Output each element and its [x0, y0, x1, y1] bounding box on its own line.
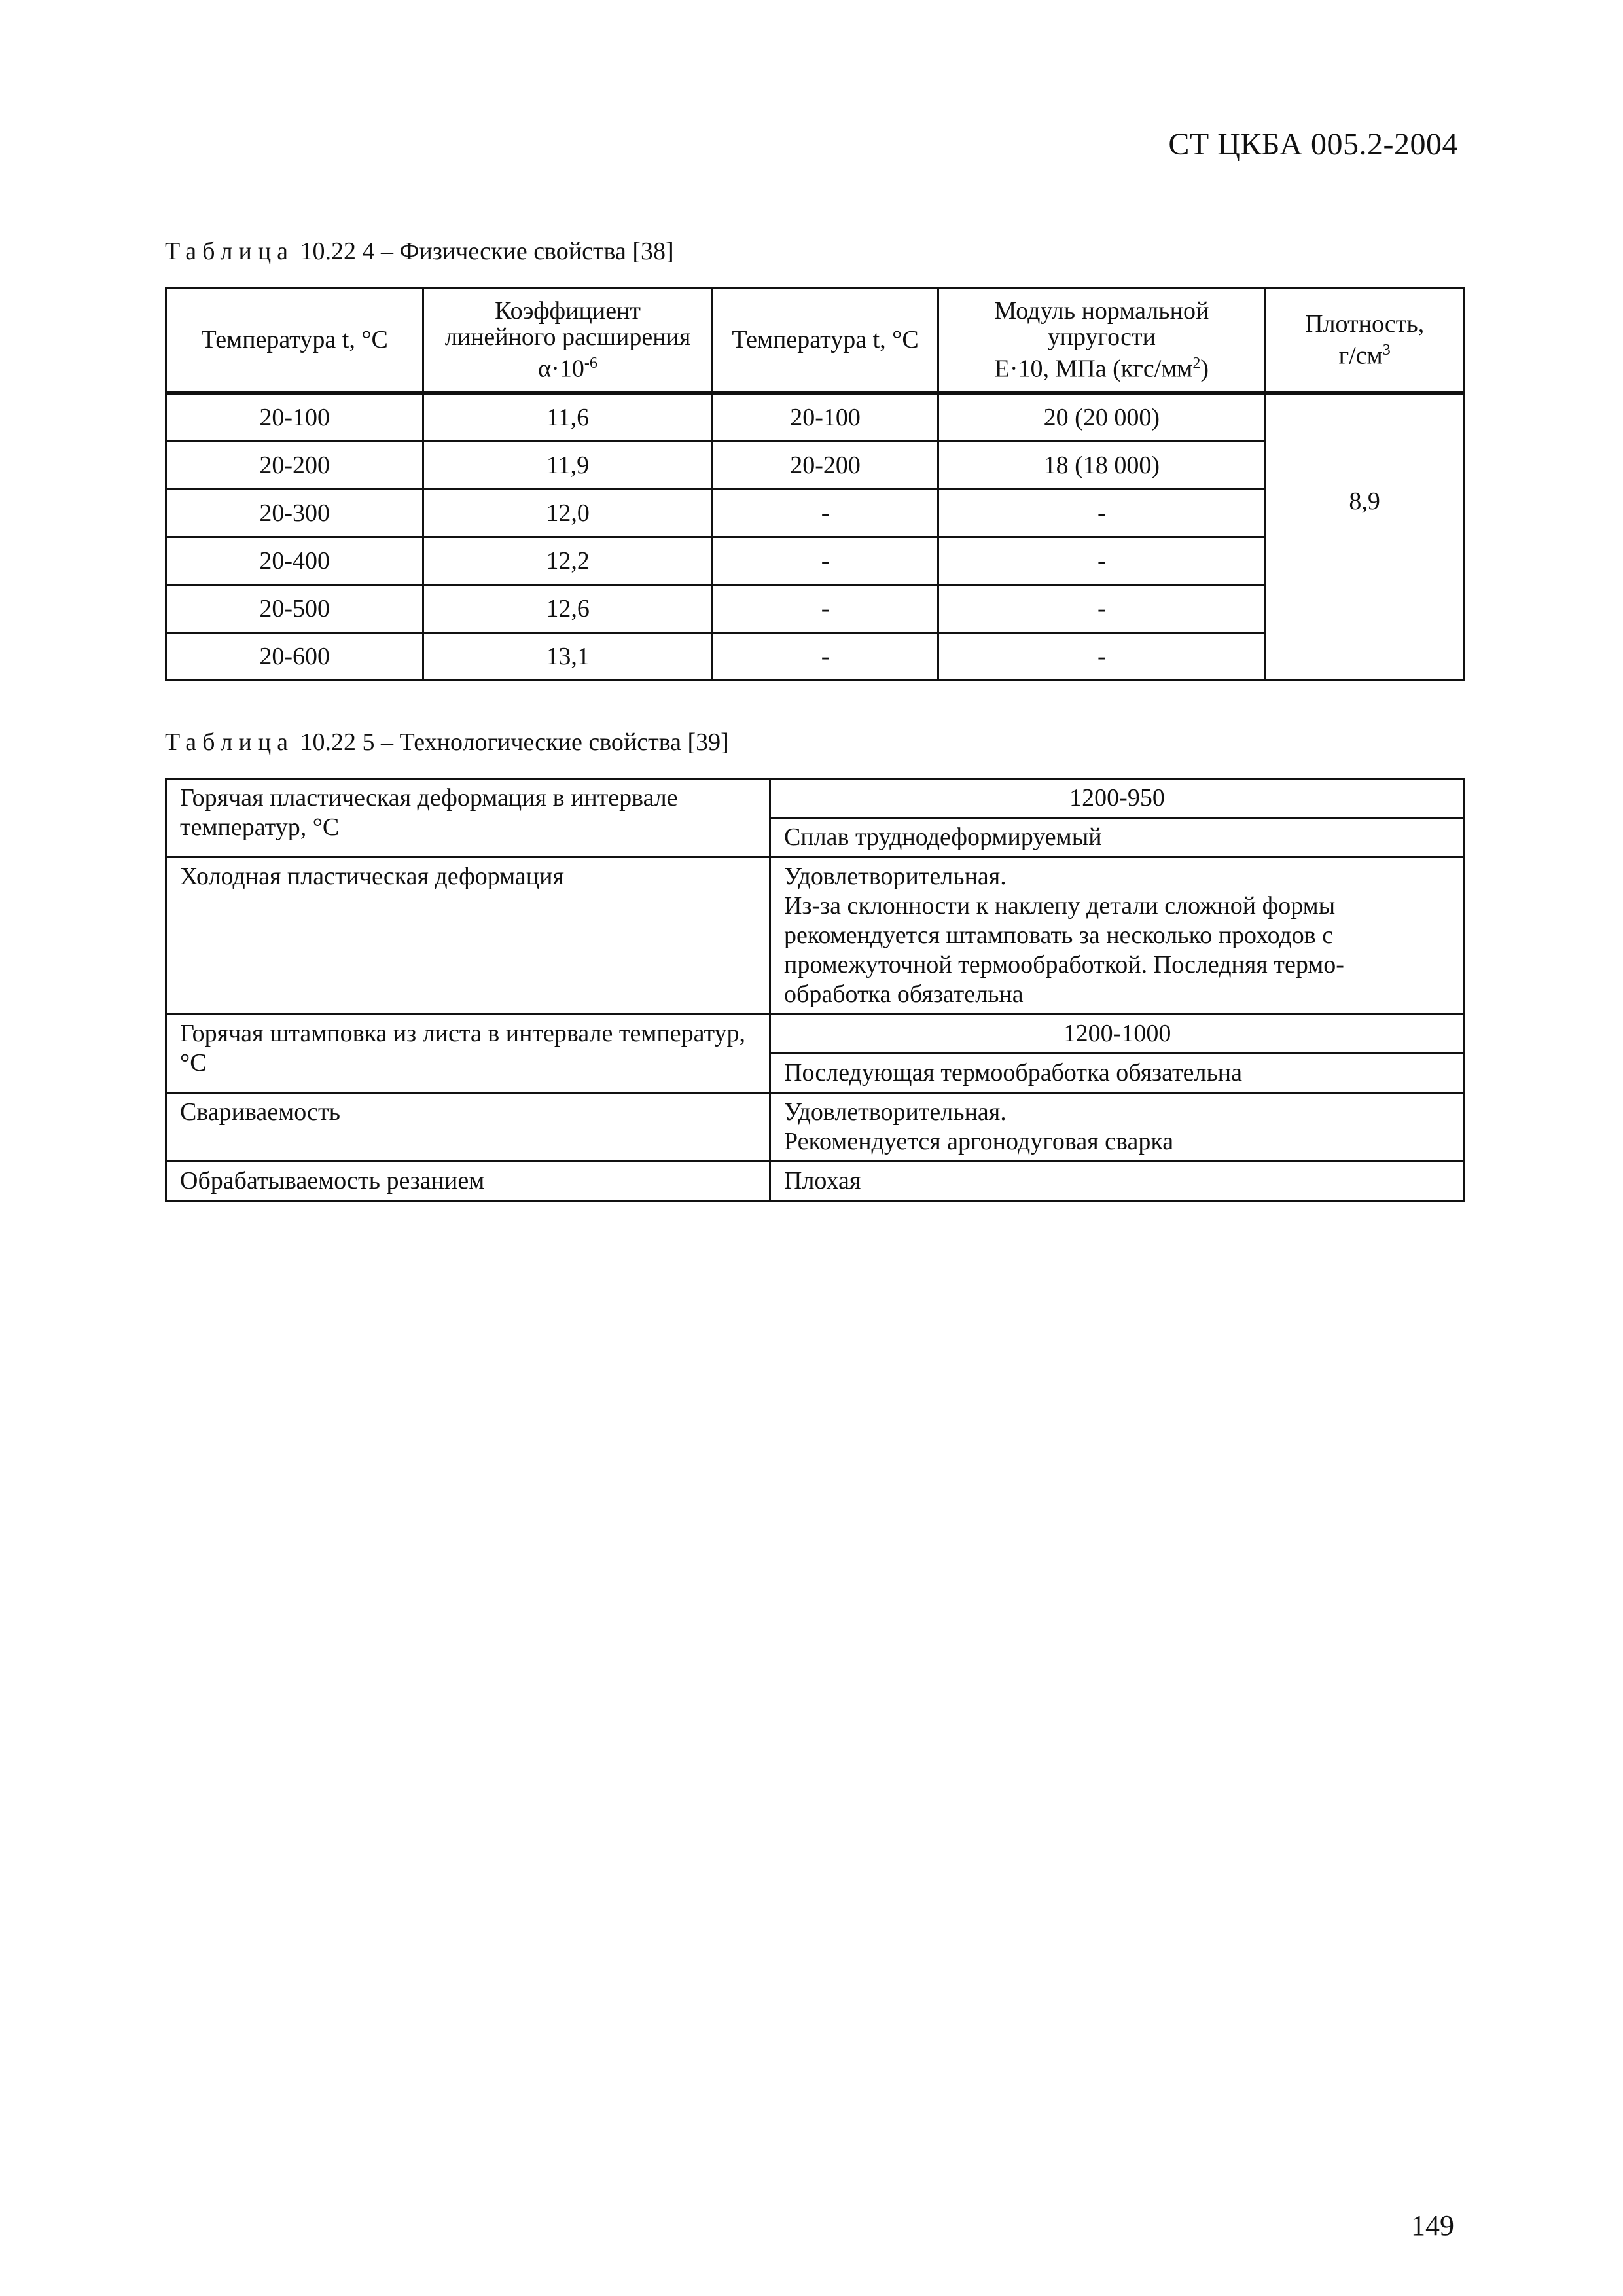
- cell-temperature-2: -: [712, 585, 938, 633]
- cell-temperature-2: -: [712, 490, 938, 537]
- physical-properties-table: [165, 287, 1465, 681]
- cell-temperature-1: 20-300: [166, 490, 423, 537]
- technological-properties-table: [165, 778, 1465, 1202]
- cell-cold-deformation-value: Удовлетворительная. Из-за склонности к наклепу детали сложной формы рекомендуется штамповать за несколько проходов с промежуточной термообработкой. Последняя термо-обработка обязательна: [770, 857, 1465, 1014]
- cell-temperature-2: 20-100: [712, 393, 938, 442]
- table-header-row: [166, 288, 1465, 393]
- table-row: [166, 1093, 1465, 1162]
- cell-expansion-coefficient: 12,0: [423, 490, 712, 537]
- table1-caption-text: 10.22 4 – Физические свойства [38]: [300, 238, 674, 265]
- cell-elastic-modulus: 18 (18 000): [938, 442, 1265, 490]
- cell-temperature-2: -: [712, 633, 938, 681]
- cell-temperature-1: 20-600: [166, 633, 423, 681]
- cell-elastic-modulus: -: [938, 633, 1265, 681]
- cell-elastic-modulus: -: [938, 490, 1265, 537]
- cell-temperature-1: 20-500: [166, 585, 423, 633]
- cell-temperature-1: 20-100: [166, 393, 423, 442]
- table2-caption: [165, 728, 729, 757]
- cell-hot-stamping-note: Последующая термообработка обязательна: [770, 1054, 1465, 1093]
- cell-hot-deformation-note: Сплав труднодеформируемый: [770, 818, 1465, 857]
- document-code: СТ ЦКБА 005.2-2004: [1168, 127, 1458, 162]
- table-row: [166, 857, 1465, 1014]
- header-temperature-1: Температура t, °С: [166, 288, 423, 393]
- header-density: Плотность, $г/см^3$: [1265, 288, 1465, 393]
- table-row: [166, 1014, 1465, 1054]
- cell-temperature-1: 20-400: [166, 537, 423, 585]
- cell-hot-stamping-range: 1200-1000: [770, 1014, 1465, 1054]
- header-elastic-modulus: Модуль нормальной упругости Е·10, МПа $(кгс/мм^2)$: [938, 288, 1265, 393]
- cell-weldability-label: Свариваемость: [166, 1093, 770, 1162]
- cell-expansion-coefficient: 12,2: [423, 537, 712, 585]
- cell-elastic-modulus: -: [938, 537, 1265, 585]
- cell-hot-deformation-range: 1200-950: [770, 779, 1465, 818]
- cell-elastic-modulus: -: [938, 585, 1265, 633]
- table1-caption-word: Таблица: [165, 238, 294, 265]
- cell-temperature-2: 20-200: [712, 442, 938, 490]
- cell-temperature-2: -: [712, 537, 938, 585]
- page-number: 149: [1411, 2210, 1454, 2242]
- table2-caption-text: 10.22 5 – Технологические свойства [39]: [300, 728, 729, 756]
- table-row: [166, 779, 1465, 818]
- header-expansion-coefficient: Коэффициент линейного расширения $\alpha\cdot 10^{-6}$: [423, 288, 712, 393]
- table-row: [166, 1162, 1465, 1201]
- cell-weldability-value: Удовлетворительная. Рекомендуется аргонодуговая сварка: [770, 1093, 1465, 1162]
- cell-hot-deformation-label: Горячая пластическая деформация в интервале температур, °С: [166, 779, 770, 857]
- cell-expansion-coefficient: 12,6: [423, 585, 712, 633]
- table1-caption: [165, 237, 674, 266]
- cell-hot-stamping-label: Горячая штамповка из листа в интервале температур, °С: [166, 1014, 770, 1093]
- cell-machinability-label: Обрабатываемость резанием: [166, 1162, 770, 1201]
- cell-elastic-modulus: 20 (20 000): [938, 393, 1265, 442]
- cell-machinability-value: Плохая: [770, 1162, 1465, 1201]
- cell-density: 8,9: [1265, 393, 1465, 681]
- cell-expansion-coefficient: 11,6: [423, 393, 712, 442]
- table-row: [166, 393, 1465, 442]
- table2-caption-word: Таблица: [165, 728, 294, 756]
- cell-temperature-1: 20-200: [166, 442, 423, 490]
- header-temperature-2: Температура t, °С: [712, 288, 938, 393]
- cell-expansion-coefficient: 13,1: [423, 633, 712, 681]
- cell-expansion-coefficient: 11,9: [423, 442, 712, 490]
- cell-cold-deformation-label: Холодная пластическая деформация: [166, 857, 770, 1014]
